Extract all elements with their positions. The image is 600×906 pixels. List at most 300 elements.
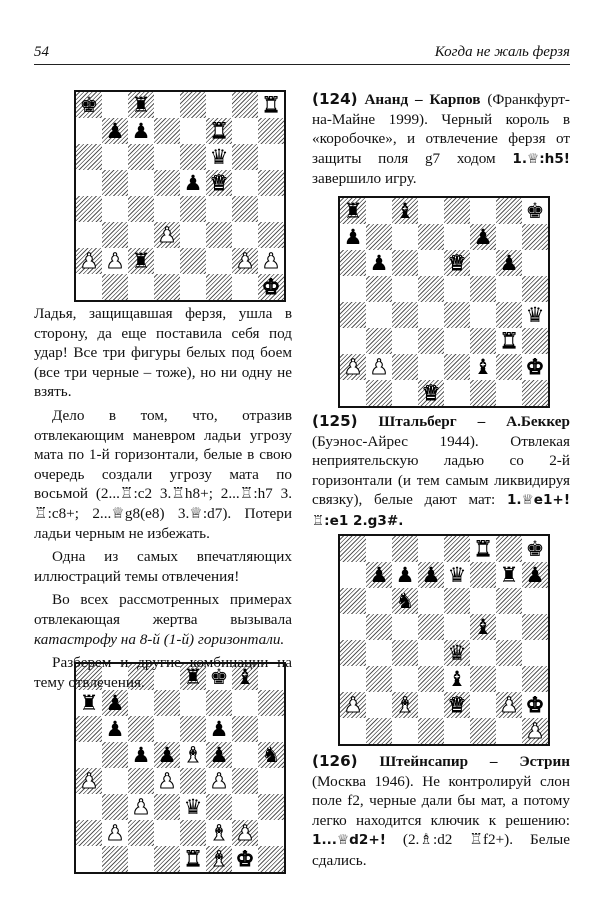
- square-f7: [470, 224, 496, 250]
- black-king-icon: ♚: [525, 536, 545, 561]
- square-c8: [392, 198, 418, 224]
- square-h6: [522, 588, 548, 614]
- square-d2: [418, 354, 444, 380]
- white-king-icon: ♚: [235, 846, 255, 871]
- white-pawn-icon: ♟: [131, 794, 151, 819]
- square-d8: [418, 198, 444, 224]
- square-g3: [232, 222, 258, 248]
- black-pawn-icon: ♟: [421, 562, 441, 587]
- game-124-caption: [312, 90, 570, 193]
- square-f4: [470, 640, 496, 666]
- square-c4: [392, 302, 418, 328]
- square-c2: [128, 820, 154, 846]
- white-king-icon: ♚: [525, 354, 545, 379]
- square-d3: [418, 666, 444, 692]
- square-e6: [180, 716, 206, 742]
- left-column-text: [34, 304, 292, 696]
- white-bishop-icon: ♝: [395, 692, 415, 717]
- square-d5: [154, 170, 180, 196]
- square-e7: [444, 224, 470, 250]
- square-e4: [180, 196, 206, 222]
- emphasis: катастрофу на 8-й (1-й) горизонтали.: [34, 630, 285, 648]
- square-b6: [366, 250, 392, 276]
- square-c6: [392, 588, 418, 614]
- white-bishop-icon: ♝: [209, 846, 229, 871]
- square-h2: [258, 820, 284, 846]
- game-description: (Буэнос-Айрес 1944). Отвлекая неприятельскую ладью со 2-й горизонтали (и тем самым ликвидируя связку), белые дают мат:: [312, 432, 570, 509]
- white-pawn-icon: ♟: [79, 248, 99, 273]
- square-e4: [444, 640, 470, 666]
- white-pawn-icon: ♟: [157, 222, 177, 247]
- square-d7: [154, 118, 180, 144]
- square-g6: [496, 588, 522, 614]
- game-description-end: (2.♗:d2 ♖f2+). Белые сдались.: [312, 831, 570, 869]
- square-h8: [258, 92, 284, 118]
- square-a5: [340, 276, 366, 302]
- square-a5: [76, 170, 102, 196]
- square-d2: [154, 248, 180, 274]
- square-f4: [206, 196, 232, 222]
- square-d1: [418, 718, 444, 744]
- square-c5: [128, 742, 154, 768]
- square-c5: [128, 170, 154, 196]
- black-knight-icon: ♞: [261, 742, 281, 767]
- square-b7: [366, 224, 392, 250]
- game-126-caption: [312, 752, 570, 875]
- square-f5: [206, 170, 232, 196]
- paragraph: [34, 590, 292, 649]
- game-number: (126): [312, 752, 358, 770]
- square-g8: [496, 198, 522, 224]
- black-rook-icon: ♜: [499, 562, 519, 587]
- square-a4: [76, 196, 102, 222]
- square-h1: [522, 718, 548, 744]
- square-a8: [340, 536, 366, 562]
- square-g5: [496, 614, 522, 640]
- square-c7: [392, 224, 418, 250]
- square-c1: [392, 718, 418, 744]
- square-g6: [232, 144, 258, 170]
- square-f7: [470, 562, 496, 588]
- square-c8: [128, 92, 154, 118]
- square-d6: [154, 144, 180, 170]
- white-pawn-icon: ♟: [499, 692, 519, 717]
- square-a1: [340, 718, 366, 744]
- square-d4: [418, 302, 444, 328]
- square-c3: [392, 666, 418, 692]
- square-g1: [496, 718, 522, 744]
- square-c3: [128, 222, 154, 248]
- square-b4: [366, 302, 392, 328]
- square-e7: [180, 118, 206, 144]
- square-g4: [232, 196, 258, 222]
- square-a8: [340, 198, 366, 224]
- square-e5: [444, 276, 470, 302]
- square-b5: [102, 170, 128, 196]
- square-e1: [444, 718, 470, 744]
- square-c2: [128, 248, 154, 274]
- white-queen-icon: ♛: [447, 250, 467, 275]
- square-f6: [470, 588, 496, 614]
- square-d1: [154, 846, 180, 872]
- black-king-icon: ♚: [525, 198, 545, 223]
- black-pawn-icon: ♟: [105, 690, 125, 715]
- square-a7: [76, 118, 102, 144]
- square-b4: [102, 196, 128, 222]
- game-description: (Москва 1946). Не контролируй слон поле f2, черные дали бы мат, а потому легко находится ключик к решению:: [312, 772, 570, 829]
- game-players: Штейнсапир – Эстрин: [379, 753, 570, 770]
- white-pawn-icon: ♟: [235, 248, 255, 273]
- black-bishop-icon: ♝: [395, 198, 415, 223]
- square-b8: [366, 198, 392, 224]
- square-e7: [444, 562, 470, 588]
- square-g1: [232, 274, 258, 300]
- white-pawn-icon: ♟: [105, 820, 125, 845]
- square-d7: [418, 224, 444, 250]
- square-g1: [232, 846, 258, 872]
- square-b5: [102, 742, 128, 768]
- square-b3: [102, 794, 128, 820]
- square-f3: [470, 666, 496, 692]
- square-e1: [180, 274, 206, 300]
- square-d2: [418, 692, 444, 718]
- chess-diagram-125: [338, 534, 550, 746]
- square-g2: [496, 692, 522, 718]
- game-description-end: завершило игру.: [312, 170, 417, 188]
- square-h7: [258, 118, 284, 144]
- black-knight-icon: ♞: [395, 588, 415, 613]
- square-c6: [128, 716, 154, 742]
- square-g7: [496, 562, 522, 588]
- square-c2: [392, 692, 418, 718]
- black-pawn-icon: ♟: [395, 562, 415, 587]
- square-g8: [496, 536, 522, 562]
- square-f6: [206, 144, 232, 170]
- black-pawn-icon: ♟: [499, 250, 519, 275]
- white-pawn-icon: ♟: [369, 354, 389, 379]
- paragraph: Ладья, защищавшая ферзя, ушла в сторону, да еще поставила себя под удар! Все три фигуры белых под боем (все три черные – тоже), но ни одну не взять.: [34, 305, 292, 401]
- square-d4: [154, 196, 180, 222]
- black-pawn-icon: ♟: [369, 562, 389, 587]
- square-a7: [340, 562, 366, 588]
- black-rook-icon: ♜: [131, 248, 151, 273]
- square-g3: [496, 328, 522, 354]
- square-b1: [366, 718, 392, 744]
- square-h6: [258, 144, 284, 170]
- square-c1: [128, 274, 154, 300]
- square-e3: [444, 666, 470, 692]
- square-a2: [76, 820, 102, 846]
- square-d1: [154, 274, 180, 300]
- square-a4: [340, 302, 366, 328]
- white-rook-icon: ♜: [183, 846, 203, 871]
- square-h4: [258, 768, 284, 794]
- square-a3: [76, 794, 102, 820]
- square-g4: [496, 302, 522, 328]
- square-e6: [444, 250, 470, 276]
- square-f2: [470, 692, 496, 718]
- square-g2: [232, 820, 258, 846]
- square-e4: [444, 302, 470, 328]
- game-number: (124): [312, 90, 358, 108]
- square-b4: [366, 640, 392, 666]
- paragraph: Разберем и другие комбинации на тему отвлечения.: [34, 654, 292, 691]
- square-c4: [128, 196, 154, 222]
- black-pawn-icon: ♟: [343, 224, 363, 249]
- white-queen-icon: ♛: [209, 170, 229, 195]
- black-queen-icon: ♛: [447, 640, 467, 665]
- square-h5: [258, 170, 284, 196]
- square-f3: [470, 328, 496, 354]
- square-c2: [392, 354, 418, 380]
- square-d4: [418, 640, 444, 666]
- square-g5: [496, 276, 522, 302]
- square-g1: [496, 380, 522, 406]
- black-rook-icon: ♜: [79, 690, 99, 715]
- square-f2: [206, 248, 232, 274]
- white-pawn-icon: ♟: [525, 718, 545, 743]
- black-queen-icon: ♛: [447, 562, 467, 587]
- black-pawn-icon: ♟: [131, 742, 151, 767]
- square-c4: [392, 640, 418, 666]
- paragraph-text: Во всех рассмотренных примерах отвлекающая жертва вызывала: [34, 591, 292, 628]
- square-h4: [522, 302, 548, 328]
- black-bishop-icon: ♝: [447, 666, 467, 691]
- white-king-icon: ♚: [261, 274, 281, 299]
- square-f8: [206, 92, 232, 118]
- square-g7: [496, 224, 522, 250]
- square-a4: [340, 640, 366, 666]
- square-d2: [154, 820, 180, 846]
- white-pawn-icon: ♟: [105, 248, 125, 273]
- square-h3: [258, 794, 284, 820]
- square-a3: [340, 328, 366, 354]
- square-b3: [102, 222, 128, 248]
- square-f1: [470, 380, 496, 406]
- square-a6: [76, 144, 102, 170]
- square-f5: [470, 614, 496, 640]
- square-f4: [470, 302, 496, 328]
- square-f3: [206, 794, 232, 820]
- square-a6: [340, 588, 366, 614]
- square-b1: [366, 380, 392, 406]
- square-h5: [522, 276, 548, 302]
- white-rook-icon: ♜: [499, 328, 519, 353]
- square-e2: [180, 820, 206, 846]
- square-g2: [496, 354, 522, 380]
- square-g4: [232, 768, 258, 794]
- black-bishop-icon: ♝: [473, 354, 493, 379]
- square-f1: [206, 846, 232, 872]
- square-f4: [206, 768, 232, 794]
- square-e8: [180, 92, 206, 118]
- square-b7: [366, 562, 392, 588]
- square-h4: [522, 640, 548, 666]
- square-a5: [340, 614, 366, 640]
- white-pawn-icon: ♟: [209, 768, 229, 793]
- square-f1: [206, 274, 232, 300]
- square-a2: [76, 248, 102, 274]
- square-h7: [522, 562, 548, 588]
- square-b6: [102, 716, 128, 742]
- square-h1: [522, 380, 548, 406]
- square-c1: [128, 846, 154, 872]
- black-rook-icon: ♜: [131, 92, 151, 117]
- paragraph: Одна из самых впечатляющих иллюстраций темы отвлечения!: [34, 548, 292, 585]
- square-d6: [154, 716, 180, 742]
- running-title: Когда не жаль ферзя: [434, 44, 570, 60]
- square-b8: [102, 92, 128, 118]
- black-queen-icon: ♛: [209, 144, 229, 169]
- page-number: 54: [34, 44, 49, 60]
- square-g5: [232, 742, 258, 768]
- square-b2: [366, 692, 392, 718]
- square-g8: [232, 92, 258, 118]
- square-c3: [128, 794, 154, 820]
- square-a6: [76, 716, 102, 742]
- chess-diagram-1: [74, 90, 286, 302]
- square-b2: [102, 820, 128, 846]
- square-g4: [496, 640, 522, 666]
- white-pawn-icon: ♟: [343, 354, 363, 379]
- square-a5: [76, 742, 102, 768]
- black-bishop-icon: ♝: [235, 664, 255, 689]
- black-pawn-icon: ♟: [157, 742, 177, 767]
- black-pawn-icon: ♟: [473, 224, 493, 249]
- white-pawn-icon: ♟: [343, 692, 363, 717]
- square-h2: [522, 692, 548, 718]
- square-h2: [522, 354, 548, 380]
- white-king-icon: ♚: [525, 692, 545, 717]
- square-a1: [340, 380, 366, 406]
- square-b1: [102, 274, 128, 300]
- square-e3: [444, 328, 470, 354]
- square-f6: [206, 716, 232, 742]
- square-h3: [522, 666, 548, 692]
- square-b1: [102, 846, 128, 872]
- key-move: 1.♕e1+! ♖:e1 2.g3#.: [312, 492, 571, 529]
- square-a2: [340, 692, 366, 718]
- square-d6: [418, 250, 444, 276]
- square-b8: [366, 536, 392, 562]
- square-d3: [154, 222, 180, 248]
- black-pawn-icon: ♟: [105, 118, 125, 143]
- square-a1: [76, 846, 102, 872]
- square-h6: [522, 250, 548, 276]
- black-queen-icon: ♛: [525, 302, 545, 327]
- square-b2: [102, 248, 128, 274]
- square-f1: [470, 718, 496, 744]
- square-a2: [340, 354, 366, 380]
- square-h5: [258, 742, 284, 768]
- square-d6: [418, 588, 444, 614]
- square-e1: [180, 846, 206, 872]
- square-c7: [128, 118, 154, 144]
- key-move: 1...♕d2+!: [312, 832, 386, 849]
- paragraph: Дело в том, что, отразив отвлекающим маневром ладьи угрозу мата по 1-й горизонтали, белые в свою очередь создали угрозу мата по восьмой (2...♖:c2 3.♖h8+; 2...♖:h7 3. ♖:c8+; 2...♕g8(e8) 3.♕:d7). Потери ладьи черным не избежать.: [34, 406, 292, 542]
- square-c3: [392, 328, 418, 354]
- square-h3: [258, 222, 284, 248]
- square-a7: [340, 224, 366, 250]
- square-e2: [180, 248, 206, 274]
- square-f8: [470, 198, 496, 224]
- square-e8: [444, 536, 470, 562]
- square-h5: [522, 614, 548, 640]
- key-move: 1.♕:h5!: [512, 150, 570, 167]
- square-f5: [206, 742, 232, 768]
- square-d8: [154, 92, 180, 118]
- square-b5: [366, 614, 392, 640]
- black-pawn-icon: ♟: [131, 118, 151, 143]
- square-g7: [232, 118, 258, 144]
- square-f5: [470, 276, 496, 302]
- black-rook-icon: ♜: [343, 198, 363, 223]
- square-e1: [444, 380, 470, 406]
- white-rook-icon: ♜: [209, 118, 229, 143]
- square-c1: [392, 380, 418, 406]
- white-pawn-icon: ♟: [261, 248, 281, 273]
- square-g3: [232, 794, 258, 820]
- square-h1: [258, 846, 284, 872]
- square-f7: [206, 118, 232, 144]
- white-rook-icon: ♜: [473, 536, 493, 561]
- black-bishop-icon: ♝: [473, 614, 493, 639]
- square-d7: [418, 562, 444, 588]
- white-pawn-icon: ♟: [157, 768, 177, 793]
- black-king-icon: ♚: [79, 92, 99, 117]
- square-d5: [418, 276, 444, 302]
- square-c8: [392, 536, 418, 562]
- black-pawn-icon: ♟: [369, 250, 389, 275]
- square-c6: [128, 144, 154, 170]
- square-b4: [102, 768, 128, 794]
- square-h8: [522, 198, 548, 224]
- game-players: Ананд – Карпов: [364, 91, 481, 108]
- square-c7: [392, 562, 418, 588]
- square-b3: [366, 328, 392, 354]
- black-pawn-icon: ♟: [183, 170, 203, 195]
- square-d5: [154, 742, 180, 768]
- square-e3: [180, 794, 206, 820]
- game-number: (125): [312, 412, 358, 430]
- square-g6: [232, 716, 258, 742]
- square-f8: [470, 536, 496, 562]
- square-g3: [496, 666, 522, 692]
- white-pawn-icon: ♟: [79, 768, 99, 793]
- black-pawn-icon: ♟: [105, 716, 125, 741]
- square-c5: [392, 276, 418, 302]
- square-d4: [154, 768, 180, 794]
- square-a6: [340, 250, 366, 276]
- square-e2: [444, 354, 470, 380]
- black-queen-icon: ♛: [183, 794, 203, 819]
- square-d5: [418, 614, 444, 640]
- square-a4: [76, 768, 102, 794]
- square-g6: [496, 250, 522, 276]
- white-queen-icon: ♛: [447, 692, 467, 717]
- square-h2: [258, 248, 284, 274]
- square-a1: [76, 274, 102, 300]
- square-e8: [444, 198, 470, 224]
- square-b6: [102, 144, 128, 170]
- square-d8: [418, 536, 444, 562]
- square-b7: [102, 118, 128, 144]
- square-h3: [522, 328, 548, 354]
- white-rook-icon: ♜: [261, 92, 281, 117]
- black-pawn-icon: ♟: [525, 562, 545, 587]
- square-f2: [206, 820, 232, 846]
- black-rook-icon: ♜: [183, 664, 203, 689]
